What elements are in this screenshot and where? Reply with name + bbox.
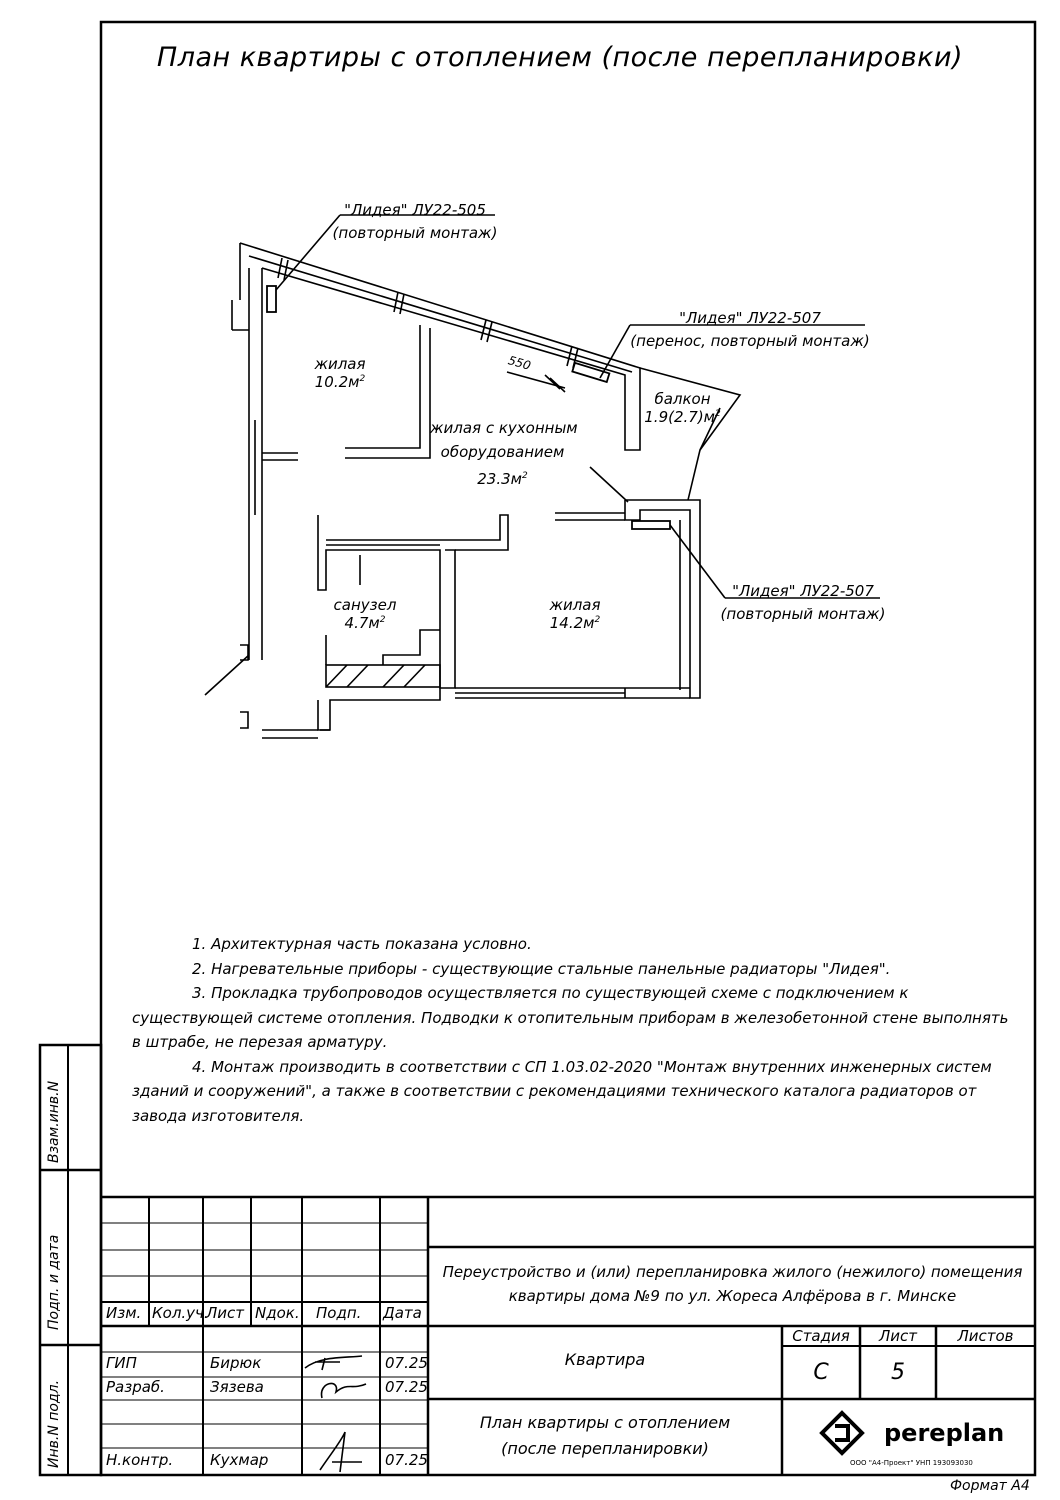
note-2: 2. Нагревательные приборы - существующие стальные панельные радиаторы "Лидея".	[192, 959, 891, 978]
side-label-inventory: Инв.N подл.	[46, 1379, 62, 1468]
stamp-date-control: 07.25	[385, 1451, 428, 1469]
stamp-name-gip: Бирюк	[210, 1354, 262, 1372]
object-name: Квартира	[564, 1350, 646, 1369]
radiator-callout-1: "Лидея" ЛУ22-505 (повторный монтаж)	[332, 201, 498, 242]
note-3: 3. Прокладка трубопроводов осуществляется по существующей схеме с подключением к существующей системе отопления. Подводки к отопительным приборам в железобетонной стене выполнять в штрабе, не перезая арматуру.	[132, 984, 1009, 1051]
sheets-label: Листов	[957, 1327, 1014, 1345]
room-label-living-1: жилая $10.2м^2$	[314, 355, 366, 391]
radiator-callout-3: "Лидея" ЛУ22-507 (повторный монтаж)	[720, 582, 886, 623]
note-1: 1. Архитектурная часть показана условно.	[192, 935, 532, 953]
stamp-role-gip: ГИП	[106, 1354, 137, 1372]
stamp-name-control: Кухмар	[210, 1451, 269, 1469]
sheet-label: Лист	[878, 1327, 917, 1345]
notes	[132, 932, 1012, 1128]
signatures	[305, 1356, 366, 1472]
radiator-callout-2: "Лидея" ЛУ22-507 (перенос, повторный монтаж)	[630, 309, 870, 350]
sheet-frame	[40, 22, 1035, 1475]
page-title: План квартиры с отоплением (после перепланировки)	[156, 42, 964, 73]
pereplan-logo: pereplan	[884, 1419, 1005, 1447]
title-block-thin-lines	[101, 1223, 428, 1448]
side-label-replacement: Взам.инв.N	[46, 1080, 62, 1163]
sheet-value: 5	[891, 1360, 905, 1385]
stamp-date-gip: 07.25	[385, 1354, 428, 1372]
room-label-kitchen-living: жилая с кухонным оборудованием $23.3м^2$	[430, 419, 578, 488]
stamp-header-sign: Подп.	[316, 1304, 362, 1322]
room-label-bathroom: санузел $4.7м^2$	[333, 596, 397, 632]
sheet-title: План квартиры с отоплением (после перепланировки)	[479, 1413, 731, 1458]
stamp-name-dev: Зязева	[210, 1378, 264, 1396]
pereplan-logo-icon	[822, 1413, 862, 1453]
dimension-label: 550	[506, 353, 533, 373]
stamp-date-dev: 07.25	[385, 1378, 428, 1396]
note-4: 4. Монтаж производить в соответствии с СП 1.03.02-2020 "Монтаж внутренних инженерных систем зданий и сооружений", а также в соответствии с рекомендациями технического каталога радиаторов от завода изготовителя.	[132, 1057, 992, 1125]
side-label-signature-date: Подп. и дата	[46, 1234, 62, 1330]
stamp-role-dev: Разраб.	[106, 1378, 165, 1396]
project-title: Переустройство и (или) перепланировка жилого (нежилого) помещения квартиры дома №9 по ул. Жореса Алфёрова в г. Минске	[442, 1263, 1023, 1305]
stage-label: Стадия	[792, 1327, 850, 1345]
stamp-header-count: Кол.уч.	[152, 1304, 209, 1322]
stamp-header-doc: Nдок.	[255, 1304, 300, 1322]
stamp-header-change: Изм.	[106, 1304, 142, 1322]
stage-value: С	[813, 1360, 829, 1385]
room-label-living-2: жилая $14.2м^2$	[549, 596, 601, 632]
format-label: Формат А4	[950, 1478, 1030, 1494]
stamp-header-sheet: Лист	[206, 1304, 245, 1322]
room-label-balcony: балкон $1.9(2.7)м^2$	[644, 390, 721, 426]
company-info: ООО "А4-Проект" УНП 193093030	[850, 1459, 973, 1467]
stamp-header-date: Дата	[383, 1304, 422, 1322]
stamp-role-control: Н.контр.	[106, 1451, 174, 1469]
